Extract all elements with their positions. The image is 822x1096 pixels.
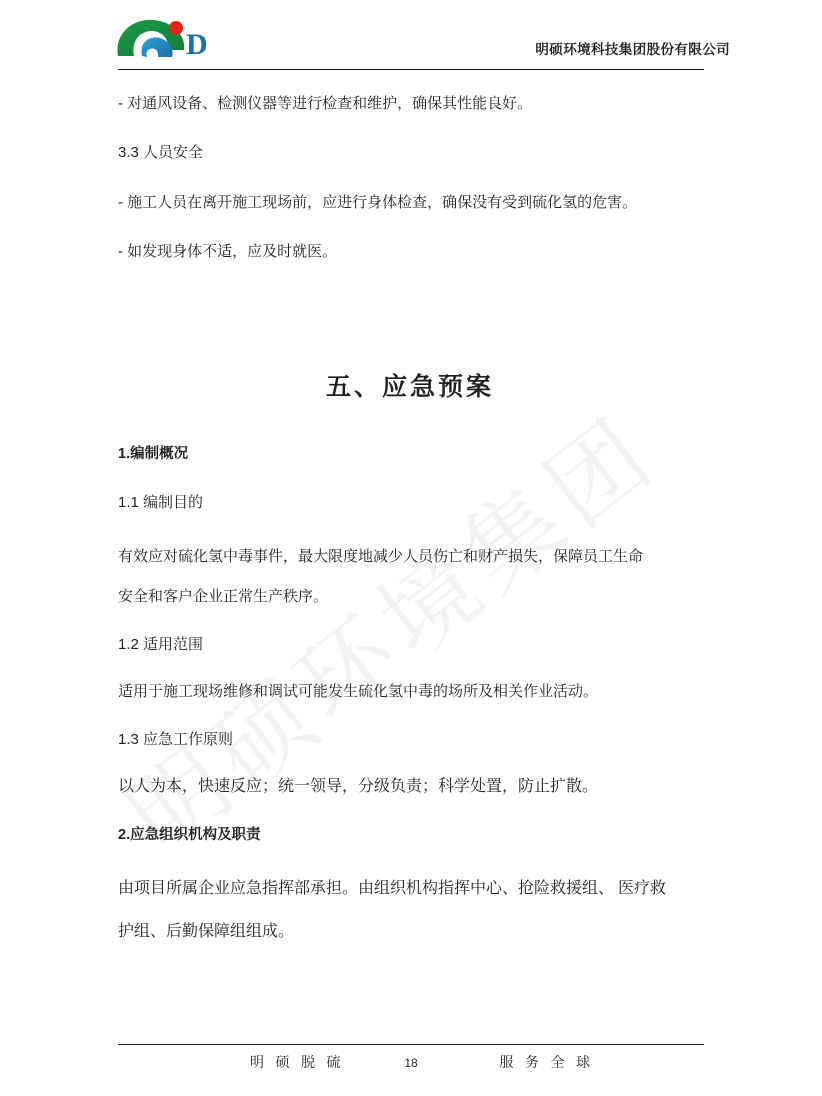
document-content (0, 72, 822, 949)
bullet-item: - 对通风设备、检测仪器等进行检查和维护，确保其性能良好。 (118, 95, 533, 112)
section-title: 五、应急预案 (325, 374, 494, 401)
paragraph-2-line-1: 由项目所属企业应急指挥部承担。由组织机构指挥中心、抢险救援组、 医疗救 (118, 880, 667, 898)
page-footer (0, 1044, 822, 1074)
paragraph-1-3: 以人为本，快速反应；统一领导，分级负责；科学处置，防止扩散。 (118, 777, 599, 795)
bullet-item: - 如发现身体不适，应及时就医。 (118, 242, 338, 260)
paragraph-1-2: 适用于施工现场维修和调试可能发生硫化氢中毒的场所及相关作业活动。 (118, 683, 599, 701)
footer-left-text: 明 硕 脱 硫 (250, 1056, 345, 1071)
subheading-1-3: 1.3 应急工作原则 (118, 730, 234, 748)
header-divider (118, 69, 704, 70)
heading-3-3: 3.3 人员安全 (118, 144, 204, 162)
spacer (118, 289, 702, 323)
paragraph-2-line-2: 护组、后勤保障组组成。 (118, 922, 295, 940)
company-logo (112, 16, 230, 62)
page-header (0, 0, 822, 72)
footer-divider (118, 1044, 704, 1045)
paragraph-1-1-line-2: 安全和客户企业正常生产秩序。 (118, 587, 329, 605)
footer-right-text: 服 务 全 球 (499, 1056, 594, 1071)
subheading-1-2: 1.2 适用范围 (118, 636, 204, 654)
heading-2: 2.应急组织机构及职责 (118, 826, 261, 843)
bullet-item: - 施工人员在离开施工现场前，应进行身体检查，确保没有受到硫化氢的危害。 (118, 193, 638, 211)
svg-text:D: D (186, 28, 208, 61)
heading-1: 1.编制概况 (118, 446, 189, 462)
paragraph-1-1-line-1: 有效应对硫化氢中毒事件，最大限度地减少人员伤亡和财产损失，保障员工生命 (118, 547, 644, 565)
page-number: 18 (404, 1056, 418, 1070)
subheading-1-1: 1.1 编制目的 (118, 494, 204, 512)
header-company-name: 明硕环境科技集团股份有限公司 (535, 42, 730, 57)
